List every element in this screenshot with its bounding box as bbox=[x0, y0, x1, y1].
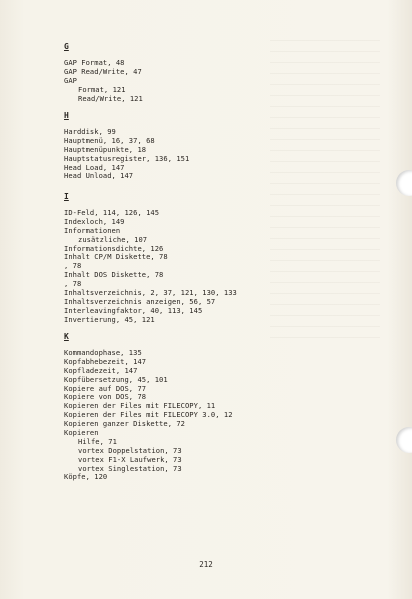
index-subentry: vortex Singlestation, 73 bbox=[78, 463, 182, 473]
index-subentry: vortex Doppelstation, 73 bbox=[78, 445, 182, 455]
index-subentry: vortex F1-X Laufwerk, 73 bbox=[78, 454, 182, 464]
index-section-h bbox=[64, 111, 364, 192]
section-letter: H bbox=[64, 111, 69, 120]
index-entry: Kopfladezeit, 147 bbox=[64, 365, 138, 375]
index-entry: Interleavingfaktor, 40, 113, 145 bbox=[64, 305, 203, 315]
index-entry: , 78 bbox=[64, 261, 82, 271]
index-entry: Indexloch, 149 bbox=[64, 216, 125, 226]
index-section-i bbox=[64, 192, 364, 332]
index-entry: Inhalt DOS Diskette, 78 bbox=[64, 270, 164, 280]
index-entry: Hauptmenü, 16, 37, 68 bbox=[64, 135, 155, 145]
index-entry: Kopfabhebezeit, 147 bbox=[64, 356, 147, 366]
index-entry: GAP Format, 48 bbox=[64, 58, 125, 67]
section-letter: I bbox=[64, 192, 69, 201]
index-section-g bbox=[64, 42, 364, 111]
index-entry: Inhaltsverzeichnis anzeigen, 56, 57 bbox=[64, 296, 216, 306]
index-entry: Informationsdichte, 126 bbox=[64, 243, 164, 253]
index-entry: Invertierung, 45, 121 bbox=[64, 314, 155, 324]
index-subentry: Read/Write, 121 bbox=[78, 93, 143, 103]
punch-hole-bottom bbox=[396, 427, 412, 453]
index-entry: Head Unload, 147 bbox=[64, 171, 134, 181]
index-section-k bbox=[64, 332, 364, 482]
section-letter: K bbox=[64, 332, 69, 341]
index-entry: Head Load, 147 bbox=[64, 162, 125, 172]
section-letter: G bbox=[64, 42, 69, 51]
index-entry: Köpfe, 120 bbox=[64, 472, 108, 482]
index-entry: ID-Feld, 114, 126, 145 bbox=[64, 208, 160, 217]
index-entry: Hauptmenüpunkte, 18 bbox=[64, 144, 147, 154]
index-entry: , 78 bbox=[64, 279, 82, 289]
index-entry: Kommandophase, 135 bbox=[64, 348, 142, 357]
index-entry: Hauptstatusregister, 136, 151 bbox=[64, 153, 190, 163]
index-entry: Kopieren der Files mit FILECOPY 3.0, 12 bbox=[64, 410, 233, 420]
index-entry: GAP bbox=[64, 75, 77, 85]
index-subentry: Format, 121 bbox=[78, 84, 126, 94]
index-list bbox=[64, 42, 364, 482]
index-entry: GAP Read/Write, 47 bbox=[64, 66, 142, 76]
index-entry: Inhalt CP/M Diskette, 78 bbox=[64, 252, 168, 262]
index-entry: Kopieren bbox=[64, 428, 99, 438]
index-entry: Kopieren ganzer Diskette, 72 bbox=[64, 419, 185, 429]
index-entry: Kopieren der Files mit FILECOPY, 11 bbox=[64, 401, 216, 411]
index-subentry: Hilfe, 71 bbox=[78, 436, 117, 446]
index-entry: Kopfübersetzung, 45, 101 bbox=[64, 374, 168, 384]
index-entry: Kopiere von DOS, 78 bbox=[64, 392, 147, 402]
index-entry: Harddisk, 99 bbox=[64, 127, 116, 136]
punch-hole-top bbox=[396, 170, 412, 196]
page-number: 212 bbox=[199, 560, 213, 569]
index-entry: Kopiere auf DOS, 77 bbox=[64, 383, 147, 393]
index-subentry: zusätzliche, 107 bbox=[78, 234, 148, 244]
index-entry: Informationen bbox=[64, 225, 121, 235]
index-entry: Inhaltsverzeichnis, 2, 37, 121, 130, 133 bbox=[64, 288, 237, 298]
